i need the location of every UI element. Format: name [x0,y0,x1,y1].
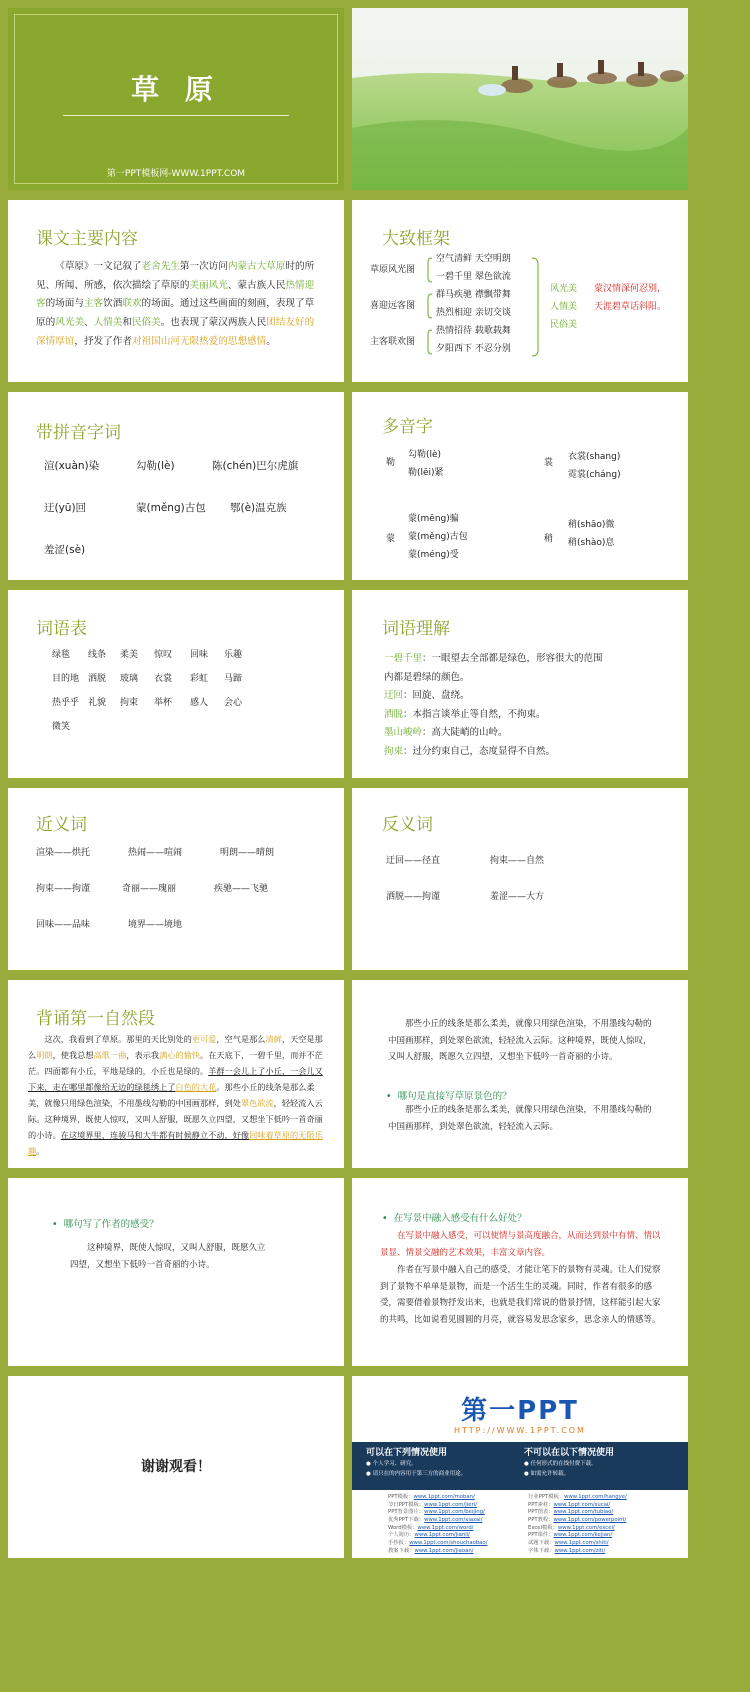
poly-char: 勒 [386,458,396,468]
link-url[interactable]: www.1ppt.com/beijing/ [424,1509,485,1516]
slide-polyphonic [352,392,688,580]
grassland-horse-riders-image [352,8,688,190]
link-label: 教案下载： [388,1547,415,1554]
synonym-pair: 境界——境地 [128,920,183,930]
poly-reading: 勒(lēi)紧 [408,468,444,478]
summary-paragraph: 《草原》一文记叙了老舍先生第一次访问内蒙古大草原时的所见、所闻、所感，依次描绘了草原的美丽风光、蒙古族人民热情迎客的场面与主客饮酒联欢的场面。通过这些画面的刻画，表现了草原的风光美、人情美和民俗美。也表现了蒙汉两族人民团结友好的深情厚谊，抒发了作者对祖国山河无限热爱的思想感情。 [36,261,315,347]
answer-paragraph-red: 在写景中融入感受，可以使情与景高度融合，从而达到景中有情、情以景显、情景交融的艺术效果，丰富文章内容。 [380,1231,661,1258]
vocab-word: 微笑 [52,722,71,732]
link-label: 个人简历： [388,1532,415,1539]
vocab-word: 柔美 [120,650,139,660]
slide-grassland-image [352,8,688,190]
link-url[interactable]: www.1ppt.com/hangye/ [564,1494,627,1500]
slide-heading: 多音字 [382,417,433,437]
link-label: 优秀PPT下载： [388,1517,425,1524]
link-row [528,1517,627,1525]
vocab-word: 感人 [190,698,209,708]
slide-synonyms [8,788,344,970]
framework-line: 一碧千里 翠色欲流 [436,272,511,282]
link-url[interactable]: www.1ppt.com/xiazai/ [424,1517,483,1524]
poly-reading: 稍(shào)息 [568,538,615,548]
link-label: 试题下载： [528,1540,555,1547]
link-url[interactable]: www.1ppt.com/jiaoan/ [414,1547,474,1554]
link-url[interactable]: www.1ppt.com/jieri/ [424,1501,477,1508]
framework-line: 热烈相迎 亲切交谈 [436,308,511,318]
meaning-item: 内都是碧绿的颜色。 [384,671,470,683]
vocab-word: 拘束 [120,698,139,708]
synonym-pair: 渲染——烘托 [36,848,91,858]
link-row [528,1548,627,1556]
meaning-item: 墨山峻岭：高大陡峭的山岭。 [384,727,508,739]
poly-reading: 勾勒(lè) [408,450,442,460]
meaning-list [384,650,603,761]
slide-heading: 近义词 [36,815,87,835]
link-row [388,1548,487,1556]
poly-reading: 衣裳(shang) [568,452,621,462]
poly-reading: 蒙(mēng)骗 [408,514,459,524]
poly-char: 裳 [544,458,554,468]
link-label: 字体下载： [528,1547,555,1554]
vocab-word: 举杯 [154,698,173,708]
can-use-item: ● 请只在的内容用于第三方的商业用途。 [366,1471,467,1477]
synonym-pair: 明朗——晴朗 [220,848,275,858]
link-url[interactable]: www.1ppt.com/tubiao/ [553,1509,614,1516]
question-line: • 哪句写了作者的感受？ [52,1219,159,1230]
slide-title [8,8,344,190]
scene-paragraph: 那些小丘的线条是那么柔美，就像只用绿色渲染，不用墨线勾勒的中国画那样，到处翠色欲流，轻轻流入云际。这种境界，既使人惊叹，又叫人舒服，既愿久立四望，又想坐下低吟一首奇丽的小诗。 [388,1019,652,1063]
vocab-word: 热乎乎 [52,698,80,708]
vocab-word: 绿毯 [52,650,71,660]
can-use-item: ● 个人学习、研究。 [366,1461,417,1467]
antonym-pair: 拘束——自然 [490,856,545,866]
slide-pinyin-words [8,392,344,580]
can-use-title: 可以在下列情况使用 [366,1448,448,1458]
poly-reading: 蒙(měng)古包 [408,532,468,542]
slide-heading: 背诵第一自然段 [36,1009,155,1029]
answer-paragraph: 这种境界，既使人惊叹，又叫人舒服，既愿久立四望，又想坐下低吟一首奇丽的小诗。 [70,1243,266,1270]
link-label: PPT图表： [528,1509,554,1516]
vocab-word: 礼貌 [88,698,107,708]
link-label: Excel模板： [528,1524,558,1531]
thanks-text: 谢谢观看！ [141,1459,211,1475]
question-line: • 在写景中融入感受有什么好处？ [382,1213,527,1224]
poly-reading: 霓裳(cháng) [568,470,621,480]
vocab-word: 乐趣 [224,650,243,660]
synonym-pair: 疾驰——飞驰 [214,884,269,894]
link-label: PPT课件： [528,1532,554,1539]
link-url[interactable]: www.1ppt.com/jianli/ [414,1532,470,1539]
link-url[interactable]: www.1ppt.com/excel/ [557,1524,615,1531]
meaning-item: 迂回：回旋、盘绕。 [384,690,470,702]
slide-heading: 词语表 [36,619,87,639]
link-label: PPT模板： [388,1494,414,1500]
link-row [388,1509,487,1517]
link-url[interactable]: www.1ppt.com/ziti/ [554,1547,606,1554]
group-scenery: 草原风光图 [370,265,416,275]
group-party: 主客联欢图 [370,337,416,347]
slide-heading: 大致框架 [382,229,450,249]
link-row [388,1494,487,1502]
poly-reading: 稍(shāo)微 [568,520,615,530]
link-row [528,1509,627,1517]
vocab-word: 回味 [190,650,209,660]
pinyin-word: 蒙(měng)古包 [136,502,206,514]
antonym-pair: 洒脱——拘谨 [386,892,441,902]
slide-main-title: 草 原 [131,73,221,106]
slide-credits [352,1376,688,1558]
conclusion-line: 天涯碧草话斜阳。 [594,302,667,312]
links-left [388,1494,487,1555]
group-welcome: 喜迎远客图 [370,301,416,311]
poly-reading: 蒙(méng)受 [408,550,459,560]
vocab-word: 衣裳 [154,674,173,684]
poly-char: 蒙 [386,534,396,544]
title-divider [63,115,289,116]
slide-recite [8,980,344,1168]
link-url[interactable]: www.1ppt.com/moban/ [413,1494,475,1500]
vocab-word: 彩虹 [190,674,209,684]
link-label: PPT素材： [528,1501,554,1508]
synonym-pair: 拘束——拘谨 [36,884,91,894]
pinyin-word: 陈(chén)巴尔虎旗 [212,460,299,472]
link-label: 手抄报： [388,1540,410,1547]
slide-feeling-question [8,1178,344,1366]
slide-subtitle: 第一PPT模板网-WWW.1PPT.COM [106,169,246,179]
credits-band [352,1442,688,1490]
slide-scene-question [352,980,688,1168]
link-row [528,1540,627,1548]
vocab-word: 惊叹 [154,650,173,660]
link-label: PPT教程： [528,1517,554,1524]
link-row [528,1532,627,1540]
framework-line: 夕阳西下 不忍分别 [436,344,511,354]
slide-framework [352,200,688,382]
vocab-word: 洒脱 [88,674,107,684]
antonym-pair: 羞涩——大方 [490,892,545,902]
link-label: 行业PPT模板： [528,1494,565,1500]
antonym-pair: 迂回——径直 [386,856,441,866]
poly-char: 稍 [544,534,554,544]
synonym-pair: 奇丽——瑰丽 [122,884,177,894]
meaning-item: 洒脱：本指言谈举止等自然，不拘束。 [384,708,546,720]
cannot-use-title: 不可以在以下情况使用 [524,1448,615,1458]
vocab-word: 马蹄 [224,674,243,684]
link-url[interactable]: www.1ppt.com/shiti/ [554,1540,609,1547]
pinyin-word: 渲(xuàn)染 [44,460,100,472]
vocab-word: 线条 [88,650,107,660]
slide-heading: 反义词 [382,815,433,835]
beauty-label: 人情美 [550,302,578,312]
link-row [388,1540,487,1548]
synonym-pair: 回味——品味 [36,920,91,930]
slide-main-content [8,200,344,382]
pinyin-word: 鄂(è)温克族 [230,502,287,514]
link-url[interactable]: www.1ppt.com/powerpoint/ [553,1517,627,1524]
answer-paragraph: 那些小丘的线条是那么柔美，就像只用绿色渲染，不用墨线勾勒的中国画那样，到处翠色欲流，轻轻流入云际。 [388,1105,652,1132]
meaning-item: 一碧千里：一眼望去全部都是绿色，形容很大的范围 [384,653,603,664]
link-row [528,1494,627,1502]
link-row [388,1532,487,1540]
synonym-pair: 热闹——喧闹 [128,848,183,858]
pinyin-word: 迂(yū)回 [44,502,87,514]
framework-line: 空气清鲜 天空明朗 [436,254,511,264]
link-label: PPT背景图片： [388,1509,425,1516]
link-label: Word模板： [388,1524,418,1531]
slide-vocab-list [8,590,344,778]
slide-heading: 带拼音字词 [36,423,121,443]
pinyin-word: 羞涩(sè) [44,544,86,556]
framework-line: 热情招待 载歌载舞 [436,326,511,336]
slide-antonyms [352,788,688,970]
answer-paragraph: 作者在写景中融入自己的感受，才能让笔下的景物有灵魂。让人们觉察到了景物不单单是景物，而是一个活生生的灵魂。同时，作者有很多的感受，需要借着景物抒发出来，也就是我们常说的借景抒情，这样能引起大家的共鸣，比如说看见圆圆的月亮，就容易发思念家乡，思念亲人的情感等。 [380,1265,661,1325]
link-url[interactable]: www.1ppt.com/word/ [417,1524,474,1531]
recite-paragraph: 这次，我看到了草原。那里的天比别处的更可爱，空气是那么清鲜，天空是那么明朗，使我总想高歌一曲，表示我满心的愉快。在天底下，一碧千里，而并不茫茫。四面都有小丘，平地是绿的，小丘也是绿的。羊群一会儿上了小丘，一会儿又下来，走在哪里都像给无边的绿毯绣上了白色的大花。那些小丘的线条是那么柔美，就像只用绿色渲染，不用墨线勾勒的中国画那样，到处翠色欲流，轻轻流入云际。这种境界，既使人惊叹，又叫人舒服，既愿久立四望，又想坐下低吟一首奇丽的小诗。在这境界里，连骏马和大牛都有时候静立不动，好像回味着草原的无限乐趣。 [28,1034,323,1156]
slide-word-meaning [352,590,688,778]
question-line: • 哪句是直接写草原景色的？ [386,1091,512,1102]
link-label: 节日PPT模板： [388,1501,425,1508]
link-row [388,1517,487,1525]
conclusion-line: 蒙汉情深何忍别， [594,284,667,294]
vocab-word: 会心 [224,698,243,708]
vocab-word: 玻璃 [120,674,139,684]
link-url[interactable]: www.1ppt.com/kejian/ [553,1532,613,1539]
link-url[interactable]: www.1ppt.com/sucai/ [553,1501,611,1508]
logo: 第一PPT [461,1396,579,1426]
cannot-use-item: ● 任何形式的在线付费下载。 [524,1461,597,1467]
vocab-word: 目的地 [52,674,80,684]
logo-url: HTTP://WWW.1PPT.COM [454,1426,586,1435]
slide-heading: 课文主要内容 [36,229,138,249]
framework-line: 群马疾驰 襟飘带舞 [436,290,511,300]
slide-benefit-question [352,1178,688,1366]
links-right [528,1494,627,1555]
beauty-label: 民俗美 [550,320,578,330]
beauty-label: 风光美 [550,284,578,294]
cannot-use-item: ● 如需允许转载。 [524,1471,570,1477]
slide-thanks [8,1376,344,1558]
pinyin-word: 勾勒(lè) [136,460,175,472]
meaning-item: 拘束：过分约束自己，态度显得不自然。 [384,745,556,757]
link-url[interactable]: www.1ppt.com/shouchaobao/ [409,1540,488,1547]
slide-heading: 词语理解 [382,619,450,639]
